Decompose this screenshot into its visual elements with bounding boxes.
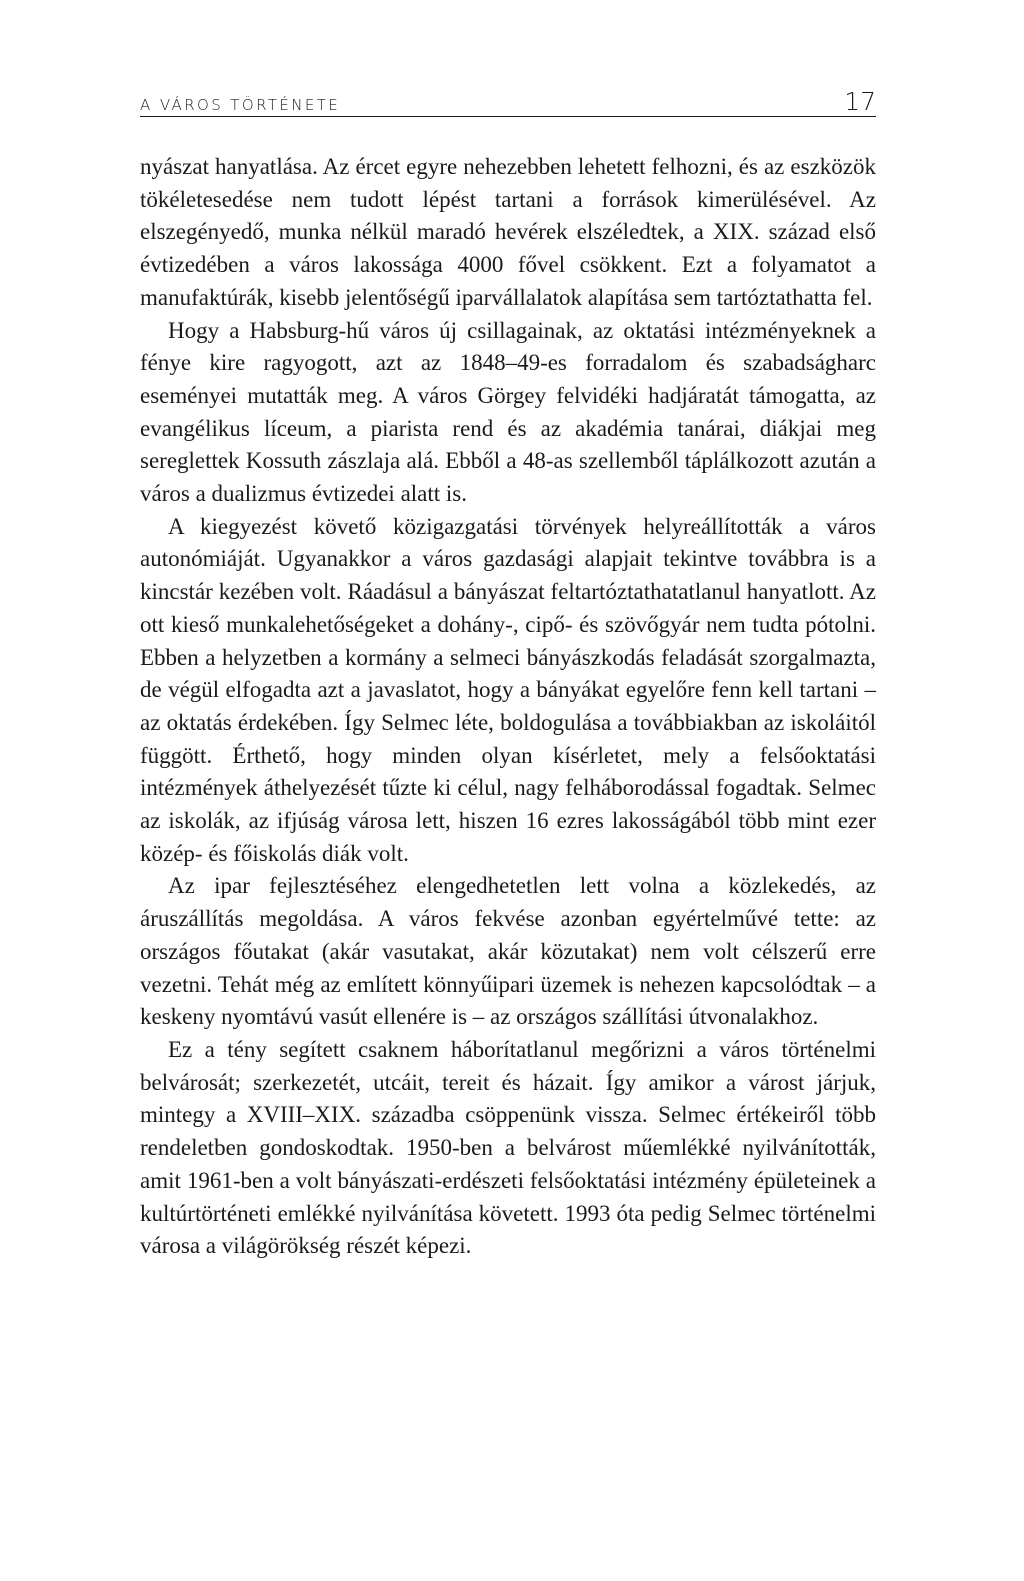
running-title: A VÁROS TÖRTÉNETE	[140, 96, 341, 114]
paragraph: Hogy a Habsburg-hű város új csillagainak, az oktatási intézményeknek a fénye kire ragyogott, azt az 1848–49-es forradalom és szabadságharc eseményei mutatták meg. A város Görgey felvidéki hadjáratát támogatta, az evangélikus líceum, a piarista rend és az akadémia tanárai, diákjai meg sereglettek Kossuth zászlaja alá. Ebből a 48-as szellemből táplálkozott azután a város a dualizmus évtizedei alatt is.	[140, 317, 876, 507]
page-number: 17	[844, 87, 876, 116]
paragraph: Ez a tény segített csaknem háborítatlanul megőrizni a város történelmi belvárosát; szerkezetét, utcáit, tereit és házait. Így amikor a várost járjuk, mintegy a XVIII–XIX. századba csöppenünk vissza. Selmec értékeiről több rendeletben gondoskodtak. 1950-ben a belvárost műemlékké nyilvánították, amit 1961-ben a volt bányászati-erdészeti felsőoktatási intézmény épületeinek a kultúrtörténeti emlékké nyilvánítása követett. 1993 óta pedig Selmec történelmi városa a világörökség részét képezi.	[140, 1036, 876, 1259]
paragraph: Az ipar fejlesztéséhez elengedhetetlen lett volna a közlekedés, az áruszállítás megoldása. A város fekvése azonban egyértelművé tette: az országos főutakat (akár vasutakat, akár közutakat) nem volt célszerű erre vezetni. Tehát még az említett könnyűipari üzemek is nehezen kapcsolódtak – a keskeny nyomtávú vasút ellenére is – az országos szállítási útvonalakhoz.	[140, 873, 876, 1030]
paragraph-continued: nyászat hanyatlása. Az ércet egyre nehezebben lehetett felhozni, és az eszközök tökéletesedése nem tudott lépést tartani a források kimerülésével. Az elszegényedő, munka nélkül maradó hevérek elszéledtek, a XIX. század első évtizedében a város lakossága 4000 fővel csökkent. Ezt a folyamatot a manufaktúrák, kisebb jelentőségű iparvállalatok alapítása sem tartóztathatta fel.	[140, 154, 876, 310]
body-text	[140, 151, 876, 1263]
paragraph: A kiegyezést követő közigazgatási törvények helyreállították a város autonómiáját. Ugyanakkor a város gazdasági alapjait tekintve továbbra is a kincstár kezében volt. Ráadásul a bányászat feltartóztathatatlanul hanyatlott. Az ott kieső munkalehetőségeket a dohány-, cipő- és szövőgyár nem tudta pótolni. Ebben a helyzetben a kormány a selmeci bányászkodás feladását szorgalmazta, de végül elfogadta azt a javaslatot, hogy a bányákat egyelőre fenn kell tartani – az oktatás érdekében. Így Selmec léte, boldogulása a továbbiakban az iskoláitól függött. Érthető, hogy minden olyan kísérletet, mely a felsőoktatási intézmények áthelyezését tűzte ki célul, nagy felháborodással fogadtak. Selmec az iskolák, az ifjúság városa lett, hiszen 16 ezres lakosságából több mint ezer közép- és főiskolás diák volt.	[140, 513, 876, 866]
book-page	[140, 80, 876, 1263]
running-header	[140, 80, 876, 117]
